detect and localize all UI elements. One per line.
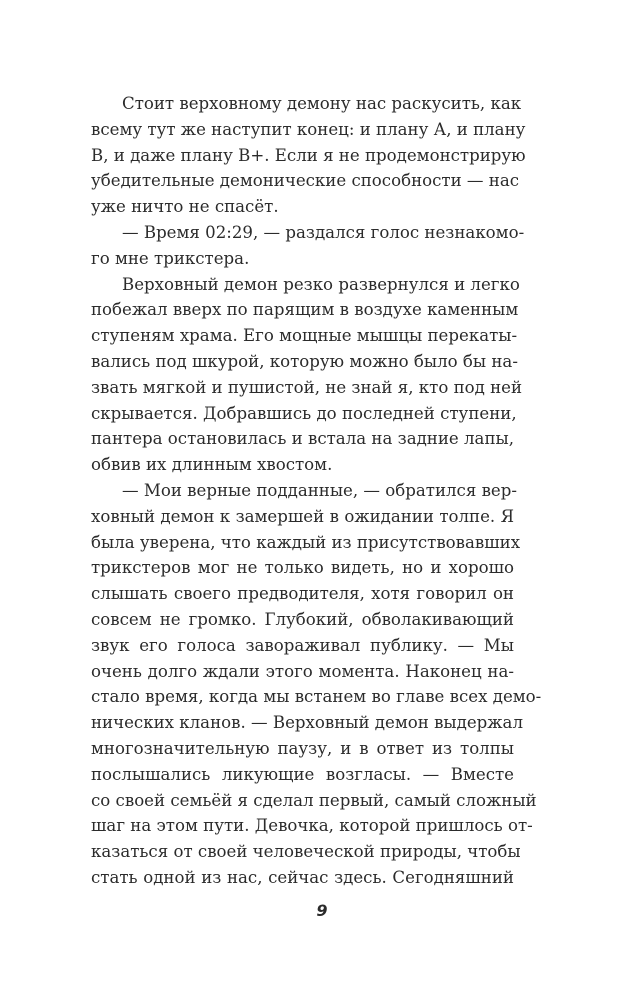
- text-line: ступеням храма. Его мощные мышцы перекаты-: [91, 326, 518, 346]
- text-line: — Мои верные подданные, — обратился вер-: [122, 480, 517, 500]
- text-line: звать мягкой и пушистой, не знай я, кто под ней: [91, 377, 523, 397]
- book-page-body: [91, 91, 542, 891]
- text-line: В, и даже плану В+. Если я не продемонстрирую: [91, 145, 526, 165]
- page-number: 9: [316, 901, 328, 920]
- text-line: стать одной из нас, сейчас здесь. Сегодняшний: [91, 867, 514, 887]
- text-line: звук его голоса завораживал публику. — Мы: [91, 635, 514, 655]
- text-line: всему тут же наступит конец: и плану А, и плану: [91, 119, 526, 139]
- text-line: слышать своего предводителя, хотя говорил он: [91, 584, 514, 604]
- text-line: ховный демон к замершей в ожидании толпе. Я: [91, 506, 514, 526]
- text-line: — Время 02:29, — раздался голос незнакомо-: [122, 222, 525, 242]
- text-line: Верховный демон резко развернулся и легко: [122, 274, 520, 294]
- text-line: скрывается. Добравшись до последней ступени,: [91, 403, 517, 423]
- text-line: послышались ликующие возгласы. — Вместе: [91, 764, 514, 784]
- text-line: убедительные демонические способности — нас: [91, 171, 520, 191]
- text-line: уже ничто не спасёт.: [91, 197, 279, 217]
- text-line: многозначительную паузу, и в ответ из толпы: [91, 738, 514, 758]
- text-line: со своей семьёй я сделал первый, самый сложный: [91, 790, 537, 810]
- text-line: шаг на этом пути. Девочка, которой пришлось от-: [91, 816, 533, 836]
- text-line: побежал вверх по парящим в воздухе каменным: [91, 300, 519, 320]
- text-line: Стоит верховному демону нас раскусить, как: [122, 94, 522, 113]
- text-line: обвив их длинным хвостом.: [91, 455, 333, 475]
- text-line: стало время, когда мы встанем во главе всех демо-: [91, 687, 542, 707]
- text-line: очень долго ждали этого момента. Наконец на-: [91, 661, 514, 681]
- text-line: вались под шкурой, которую можно было бы на-: [91, 351, 518, 371]
- text-line: была уверена, что каждый из присутствовавших: [91, 532, 521, 552]
- text-line: трикстеров мог не только видеть, но и хорошо: [91, 558, 514, 578]
- text-line: го мне трикстера.: [91, 248, 250, 268]
- text-line: казаться от своей человеческой природы, чтобы: [91, 842, 521, 862]
- text-line: совсем не громко. Глубокий, обволакивающий: [91, 609, 514, 629]
- text-line: нических кланов. — Верховный демон выдержал: [91, 713, 523, 733]
- text-line: пантера остановилась и встала на задние лапы,: [91, 429, 514, 449]
